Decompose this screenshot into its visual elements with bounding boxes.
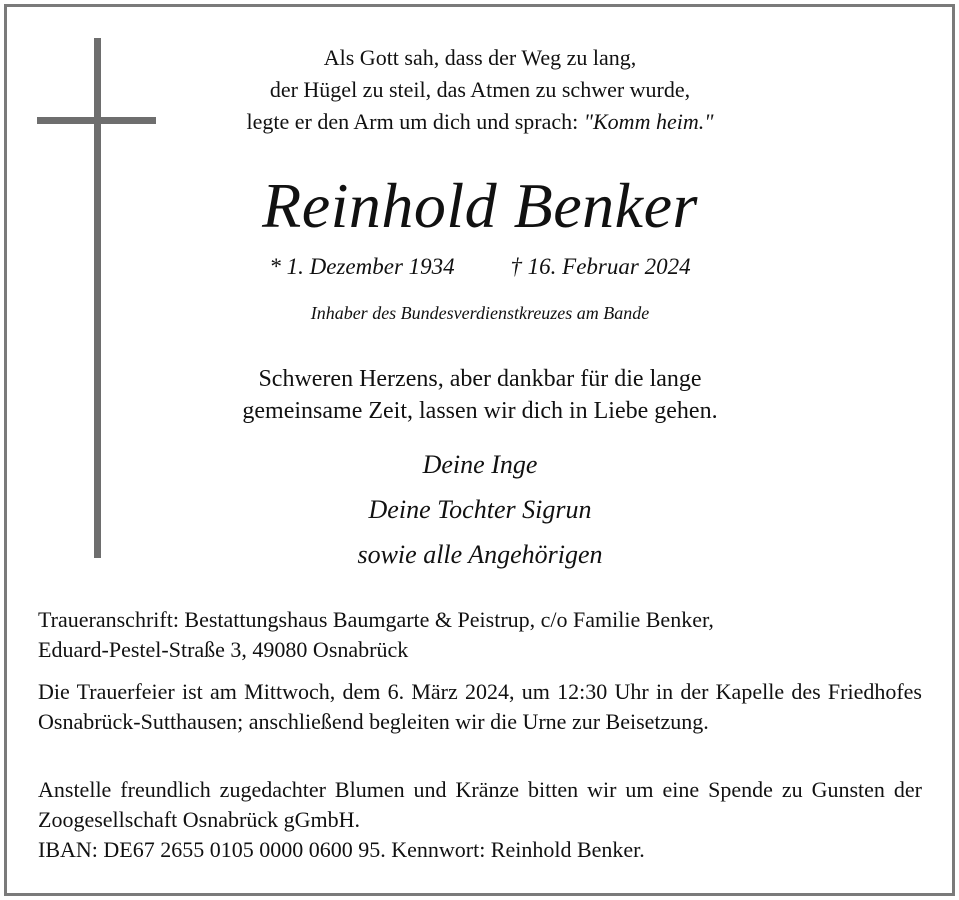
poem-line-3-text: legte er den Arm um dich und sprach: [246, 109, 584, 134]
donation-info [38, 775, 922, 865]
birth-date: * 1. Dezember 1934 [269, 254, 455, 279]
poem-line-1: Als Gott sah, dass der Weg zu lang, [323, 45, 637, 70]
message-line-2: gemeinsame Zeit, lassen wir dich in Liebe gehen. [242, 398, 718, 424]
farewell-message [120, 363, 840, 427]
donation-text: Anstelle freundlich zugedachter Blumen und Kränze bitten wir um eine Spende zu Gunsten der Zoogesellschaft Osnabrück gGmbH. [38, 777, 922, 832]
honor-line: Inhaber des Bundesverdienstkreuzes am Bande [310, 303, 650, 323]
cross-symbol-vertical [94, 38, 101, 558]
signer-1: Deine Inge [422, 450, 538, 479]
signer-3: sowie alle Angehörigen [357, 540, 603, 569]
poem [120, 42, 840, 138]
message-line-1: Schweren Herzens, aber dankbar für die lange [258, 366, 702, 392]
poem-line-3 [120, 106, 840, 138]
poem-quote: "Komm heim." [583, 109, 714, 134]
signers [120, 442, 840, 577]
address-line-1: Traueranschrift: Bestattungshaus Baumgarte & Peistrup, c/o Familie Benker, [38, 607, 714, 632]
signer-2: Deine Tochter Sigrun [368, 495, 592, 524]
poem-line-2: der Hügel zu steil, das Atmen zu schwer wurde, [269, 77, 691, 102]
death-date: † 16. Februar 2024 [510, 254, 691, 279]
life-dates [120, 252, 840, 282]
deceased-name: Reinhold Benker [262, 170, 698, 241]
funeral-service-info: Die Trauerfeier ist am Mittwoch, dem 6. März 2024, um 12:30 Uhr in der Kapelle des Friedhofes Osnabrück-Sutthausen; anschließend begleiten wir die Urne zur Beisetzung. [38, 679, 922, 734]
mourning-address [38, 605, 922, 665]
address-line-2: Eduard-Pestel-Straße 3, 49080 Osnabrück [38, 637, 409, 662]
iban-line: IBAN: DE67 2655 0105 0000 0600 95. Kennwort: Reinhold Benker. [38, 837, 645, 862]
